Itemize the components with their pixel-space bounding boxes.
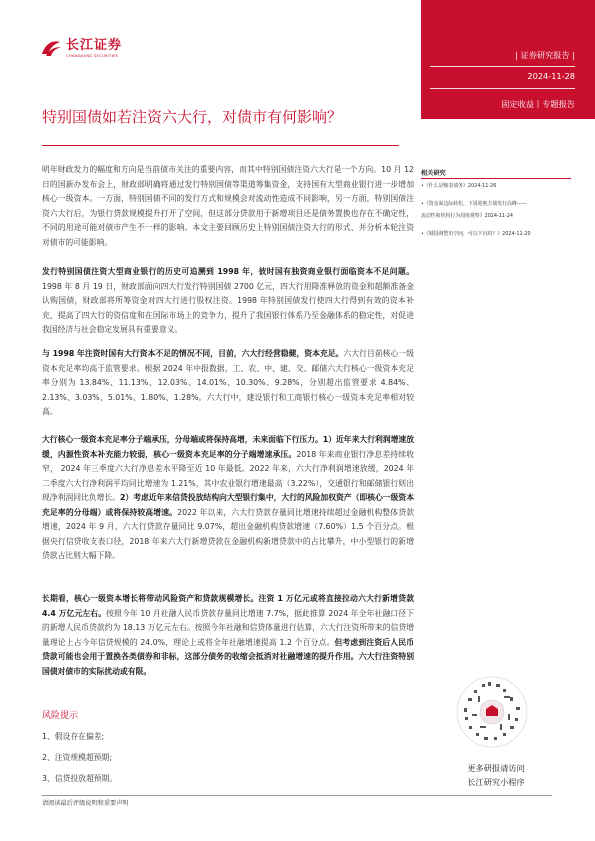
report-category: 固定收益丨专题报告: [501, 99, 575, 109]
title-underline: [42, 145, 399, 146]
paragraph-lead: 大行核心一级资本充足率分子端承压，分母端或将保持高增，未来面临下行压力。1）近年来大行利润增速放缓，内源性资本补充能力较弱，核心一级资本充足率的分子端增速承压。: [42, 435, 414, 459]
paragraph-emphasis: 但考虑到注资后人民币贷款可能也会用于置换各类债券和非标，这部分债务的收缩会抵消对社融增速的提升作用。六大行注资特别国债对债市的实际扰动或有限。: [42, 637, 415, 676]
body-paragraph: [42, 592, 414, 679]
company-logo: [40, 38, 122, 58]
paragraph-text: 按照今年 10 月社融人民币贷款存量同比增速 7.7%，据此推算 2024 年全年社融口径下的新增人民币贷款约为 18.13 万亿元左右。按照今年社融和信贷体量进行估算，六大行注资所带来的信贷增量理论上占今年信贷规模的 24.0%，理论上或将全年社融增速提高 1.2 个百分点。: [42, 608, 414, 647]
mini-program-qr-icon[interactable]: [456, 676, 528, 748]
report-type: | 证券研究报告 |: [515, 50, 575, 60]
qr-caption: 更多研报请访问: [467, 763, 525, 773]
risk-item: 2、注资规模超预期;: [42, 753, 112, 762]
sidebar-divider: [421, 178, 571, 179]
risk-item: 3、信贷投放超预期。: [42, 774, 118, 783]
paragraph-text: 明年财政发力的幅度和方向是当前债市关注的重要内容，而其中特别国债注资六大行是一个方向。10 月 12 日的国新办发布会上，财政部明确将通过发行特别国债等渠道筹集资金，支持国有大型商业银行进一步增加核心一级资本。一方面，特别国债不同的发行方式和规模会对流动性造成不同影响，另一方面，特别国债注资六大行后，为银行贷款规模提升打开了空间，但这部分贷款用于新增项目还是债务置换也存在不确定性，不同的用途可能对债市产生不一样的影响。本文主要回顾历史上特别国债注资大行的形式、并分析本轮注资对债市的可能影响。: [42, 165, 414, 247]
header-divider: [430, 88, 575, 89]
report-date: 2024-11-28: [527, 71, 575, 81]
paragraph-lead: 长期看，核心一级资本增长将带动风险资产和贷款规模增长。注资 1 万亿元或将直接拉动六大行新增贷款 4.4 万亿元左右。: [42, 594, 414, 618]
risk-item: 1、假设存在偏差;: [42, 732, 105, 741]
body-paragraph: [42, 163, 414, 250]
risk-heading: 风险提示: [42, 711, 79, 721]
paragraph-text: 六大行目前核心一级资本充足率均高于监管要求。根据 2024 年中报数据，工、农、中、建、交、邮储六大行核心一级资本充足率分别为 13.84%、11.13%、12.03%、14.01%、10.30%、9.28%，分别超出监管要求 4.84%、2.13%、3.03%、5.01%、1.80%、1.28%。六大行中，建设银行和工商银行核心一级资本充足率相对较高。: [42, 349, 414, 417]
qr-caption: 长江研究小程序: [467, 777, 525, 787]
header-divider: [430, 66, 575, 67]
paragraph-text: 2022 年以来，六大行贷款存量同比增速持续超过金融机构整体贷款增速，2024 年 9 月，六大行贷款存量同比 9.07%，超出金融机构贷款增速（7.60%）1.5 个百分点。根据央行信贷收支表口径，2018 年来六大行新增贷款在金融机构新增贷款中的占比攀升，中小型银行的新增贷款占比则大幅下降。: [42, 507, 414, 561]
paragraph-text: 1998 年 8 月 19 日，财政部面向四大行发行特别国债 2700 亿元，四大行用降准释放的资金和超额准备金认购国债，财政部将所筹资金对四大行进行股权注资。1998 年特别国债发行使四大行得到有效的资本补充，提高了四大行的资信度和在国际市场上的竞争力，提升了我国银行体系乃至金融体系的稳定性，对促进我国经济与社会稳定发展具有重要意义。: [42, 281, 414, 335]
paragraph-emphasis: 2）考虑近年来信贷投放结构向大型银行集中，大行的风险加权资产（即核心一级资本充足率的分母端）或将保持较高增速。: [42, 493, 415, 517]
page-title: 特别国债如若注资六大行，对债市有何影响？: [42, 108, 343, 126]
paragraph-text: 2018 年来商业银行净息差持续收窄， 2024 年三季度六大行净息差水平降至近 10 年最低。2022 年来，六大行净利润增速放缓，2024 年二季度六大行净利润平均同比增速为 1.21%，其中农业银行增速最高（3.22%），交通银行和邮储银行则出现净利润同比负增长。: [42, 449, 414, 503]
related-research-item[interactable]: •《资金面边际转松，下周迎地方债发行高峰——: [421, 201, 527, 207]
related-research-item[interactable]: •《什么是缩表债务》2024-11-26: [421, 183, 497, 189]
body-paragraph: [42, 265, 414, 338]
logo-english: CHANGJIANG SECURITIES: [66, 52, 119, 58]
body-paragraph: [42, 347, 414, 420]
paragraph-lead: 发行特别国债注资大型商业银行的历史可追溯到 1998 年，彼时国有独资商业银行面临资本不足问题。: [42, 267, 414, 276]
changjiang-logo-icon: [40, 38, 62, 58]
logo-text: 长江证券: [66, 37, 123, 53]
footer-disclaimer[interactable]: 请阅读最后评级说明和重要声明: [42, 800, 129, 807]
paragraph-lead: 与 1998 年注资时国有大行资本不足的情况不同，目前，六大行经营稳健，资本充足。: [42, 349, 344, 358]
body-paragraph: [42, 433, 414, 564]
related-research-heading: 相关研究: [421, 170, 446, 177]
footer-divider: [42, 795, 552, 796]
related-research-item[interactable]: 流动性和机构行为周度观察》2024-11-24: [421, 213, 514, 219]
related-research-item[interactable]: •《城投调整出空间，可以下沉吗？》2024-11-20: [421, 231, 531, 237]
